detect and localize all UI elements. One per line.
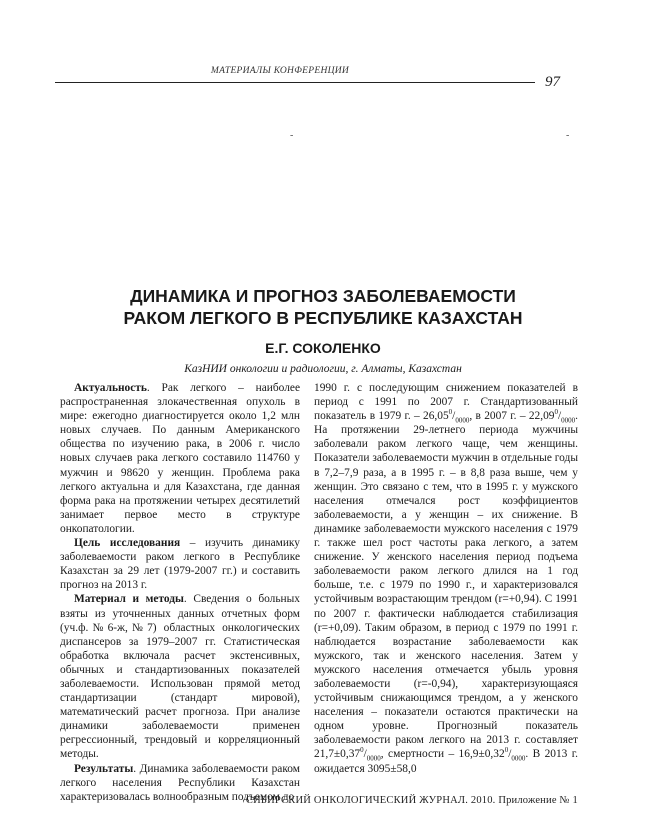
left-column: [60, 381, 300, 804]
text-right-3: . На протяжении 29-летнего периода мужчины заболевали раком легкого чаще, чем женщины. Показатели заболеваемости мужчин в отдельные годы в 7,2–7,9 раза, а в 1995 г. – в 8,8 раза выше, чем у женщин. Это связано с тем, что в 1995 г. у мужского населения отмечался рост коэффициентов заболеваемости, а у женщин – их снижение. В динамике заболеваемости мужского населения с 1979 г. также шел рост частоты рака легкого, а затем снижение. У женского населения период подъема заболеваемости раком легкого длился на 1 год больше, т.е. с 1979 по 1990 г., и характеризовался устойчивым возрастающим трендом (r=+0,94). С 1991 по 2007 г. фактически наблюдается стабилизация (r=+0,09). Таким образом, в период с 1979 по 1991 г. наблюдается возрастание заболеваемости как мужского, так и женского населения. Затем у мужского населения отмечается убыль уровня заболеваемости (r=-0,94), характеризующаяся устойчивым снижающимся трендом, а у женского населения – показатели остаются практически на одном уровне. Прогнозный показатель заболеваемости раком легкого на 2013 г. составляет 21,7±0,37: [314, 410, 578, 761]
unit-sub-3: 0000: [366, 754, 381, 763]
header-rule: [55, 82, 535, 83]
text-right-1: 1990 г. с последующим снижением показателей в период с 1991 по 2007 г. Стандартизованный показатель в 1979 г. – 26,05: [314, 382, 578, 423]
lead-aim: Цель исследования: [74, 537, 181, 550]
right-column: [314, 381, 578, 776]
unit-sup-4: 0: [504, 746, 509, 755]
text-relevance: . Рак легкого – наиболее распространенная злокачественная опухоль в мире: ежегодно диагностируется около 1,2 млн новых случаев. По данным Американского общества по изучению рака, в 2006 г. число новых случаев рака легкого составило 114760 у мужчин и 98620 у женщин. Проблема рака легкого актуальна и для Казахстана, где данная форма рака на протяжении четырех десятилетий занимает первое место в структуре онкопатологии.: [60, 382, 300, 535]
paragraph-aim: [60, 536, 300, 592]
text-right-5: . В 2013 г. ожидается 3095±58,0: [314, 748, 578, 775]
text-right-2: , в 2007 г. – 22,09: [469, 410, 555, 423]
artifact-dash-right: -: [566, 130, 570, 141]
author-name: Е.Г. СОКОЛЕНКО: [265, 340, 381, 356]
text-methods: . Сведения о больных взяты из уточненных данных отчетных форм (уч.ф.№6-ж,№7) областных онкологических диспансеров за 1979–2007 гг. Статистическая обработка включала расчет экстенсивных, обычных и стандартизованных показателей заболеваемости. Использован прямой метод стандартизации (стандарт мировой), математический расчет прогноза. При анализе динамики заболеваемости применен регрессионный, трендовый и корреляционный методы.: [60, 593, 300, 761]
running-header: МАТЕРИАЛЫ КОНФЕРЕНЦИИ: [210, 66, 350, 76]
unit-sub-4: 0000: [511, 754, 526, 763]
page-number: 97: [545, 74, 560, 90]
text-aim: – изучить динамику заболеваемости раком легкого в Республике Казахстан за 29 лет (1979-2007 гг.) и составить прогноз на 2013 г.: [60, 537, 300, 592]
unit-sup-2: 0: [554, 408, 558, 417]
title-line-2: РАКОМ ЛЕГКОГО В РЕСПУБЛИКЕ КАЗАХСТАН: [123, 308, 523, 328]
paragraph-results-continued: 1990 г. с последующим снижением показателей в период с 1991 по 2007 г. Стандартизованный показатель в 1979 г. – $26,05^0/_{0000}$, в 2007 г. – $22,09^0/_{0000}$. На протяжении 29-летнего периода мужчины заболевали раком легкого чаще, чем женщины. Показатели заболеваемости мужчин в отдельные годы в 7,2–7,9 раза, а в 1995 г. – в 8,8 раза выше, чем у женщин. Это связано с тем, что в 1995 г. у мужского населения отмечался рост коэффициентов заболеваемости, а у женщин – их снижение. В динамике заболеваемости мужского населения с 1979 г. также шел рост частоты рака легкого, а затем снижение. У женского населения период подъема заболеваемости раком легкого длился на 1 год больше, т.е. с 1979 по 1990 г., и характеризовался устойчивым возрастающим трендом (r=+0,94). С 1991 по 2007 г. фактически наблюдается стабилизация (r=+0,09). Таким образом, в период с 1979 по 1991 г. наблюдается возрастание заболеваемости как мужского, так и женского населения. Затем у мужского населения отмечается убыль уровня заболеваемости (r=-0,94), характеризующаяся устойчивым снижающимся трендом, а у женского населения – показатели остаются практически на одном уровне. Прогнозный показатель заболеваемости раком легкого на 2013 г. составляет $21,7\pm 0,37^0/_{0000}$, смертности – $16,9\pm 0,32^0/_{0000}$. В 2013 г. ожидается 3095±58,0: [314, 382, 578, 775]
lead-relevance: Актуальность: [74, 382, 147, 394]
affiliation: КазНИИ онкологии и радиологии, г. Алматы, Казахстан: [184, 363, 462, 375]
unit-sub-2: 0000: [561, 416, 576, 425]
article-title: [60, 285, 586, 329]
unit-sup-3: 0: [360, 746, 364, 755]
journal-footer: СИБИРСКИЙ ОНКОЛОГИЧЕСКИЙ ЖУРНАЛ. 2010. Приложение № 1: [245, 795, 578, 806]
text-results: . Динамика заболеваемости раком легкого населения Республики Казахстан характеризовалась волнообразным подъемом до: [60, 762, 300, 803]
lead-methods: Материал и методы: [74, 593, 184, 606]
text-right-4: , смертности – 16,9±0,32: [380, 748, 505, 761]
unit-sub-1: 0000: [455, 416, 470, 425]
lead-results: Результаты: [74, 762, 134, 775]
artifact-dash-left: -: [290, 130, 294, 141]
paragraph-relevance: [60, 381, 300, 536]
title-line-1: ДИНАМИКА И ПРОГНОЗ ЗАБОЛЕВАЕМОСТИ: [130, 286, 516, 306]
paragraph-methods: [60, 592, 300, 761]
unit-sup-1: 0: [448, 408, 453, 417]
